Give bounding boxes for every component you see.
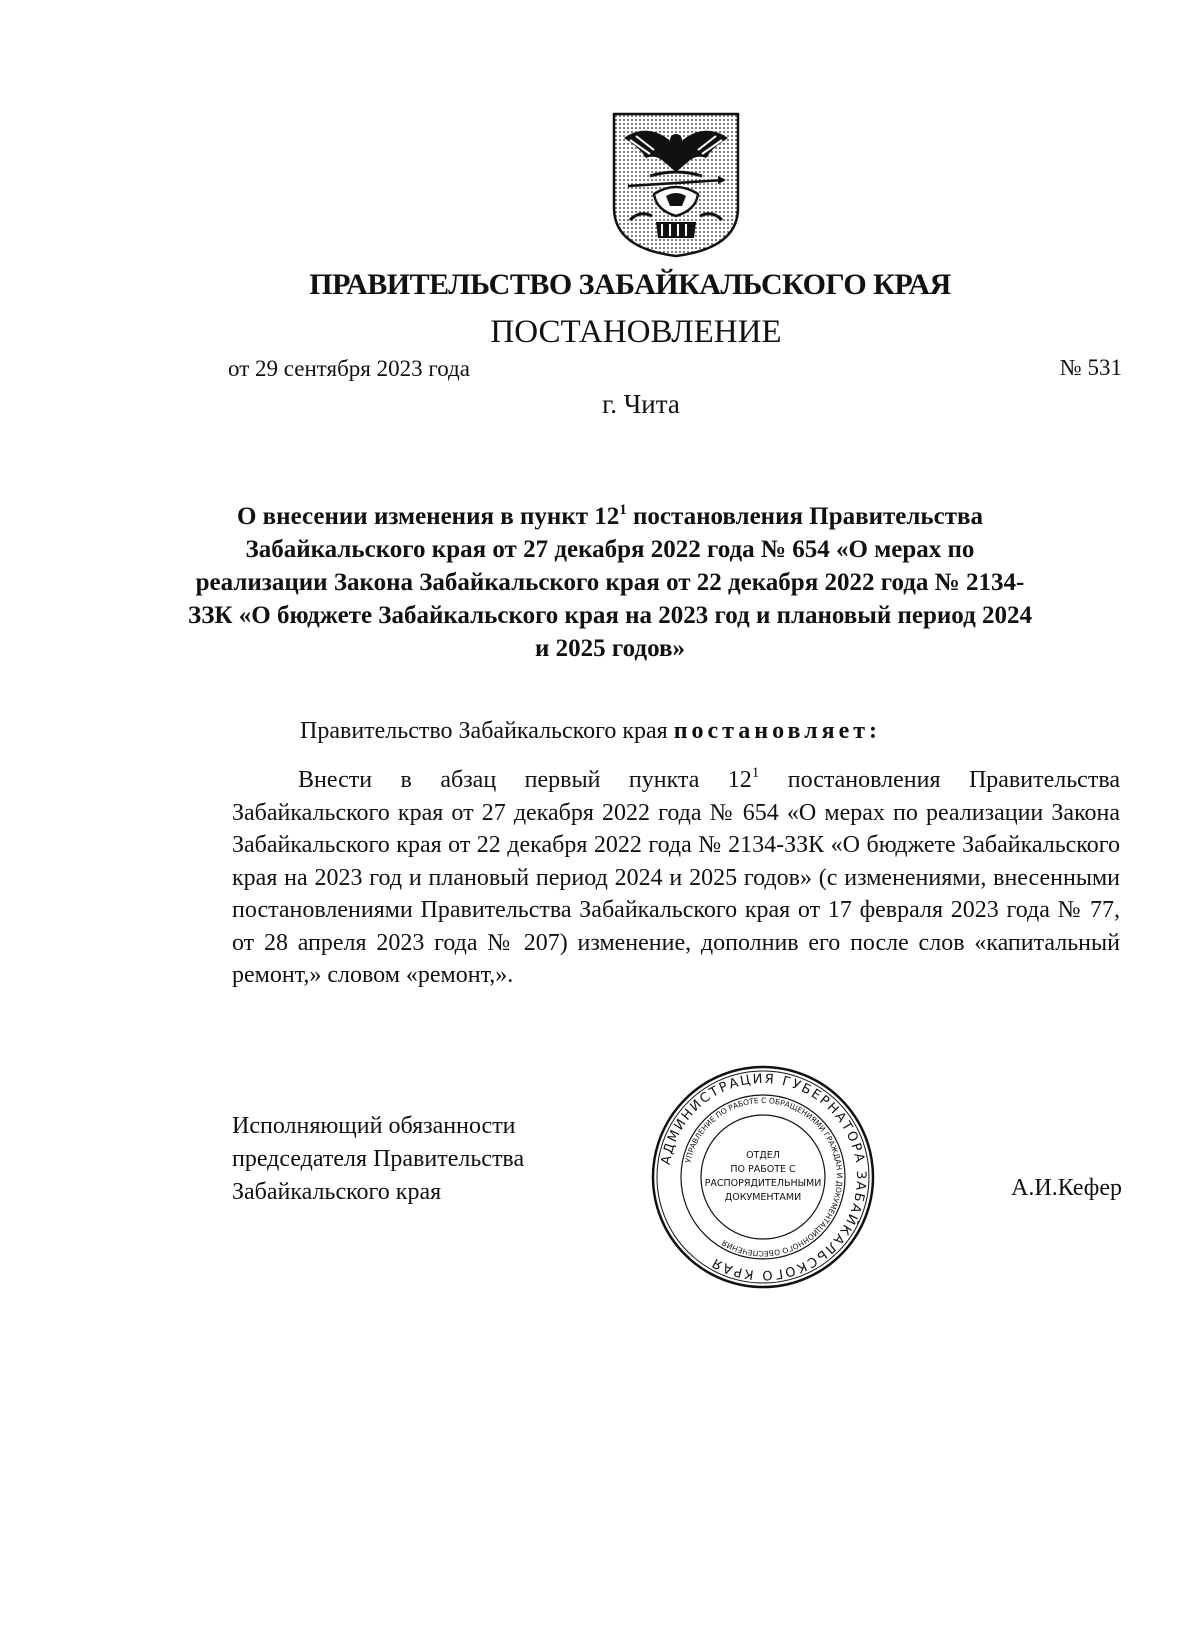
document-subject — [180, 500, 1040, 665]
organization-title: ПРАВИТЕЛЬСТВО ЗАБАЙКАЛЬСКОГО КРАЯ — [309, 268, 951, 301]
stamp-center-line: РАСПОРЯДИТЕЛЬНЫМИ — [704, 1178, 822, 1189]
svg-text:УПРАВЛЕНИЕ ПО РАБОТЕ С ОБРАЩЕН — [683, 1096, 844, 1258]
subject-part1: О внесении изменения в пункт 12 — [236, 503, 620, 530]
stamp-outer-text: АДМИНИСТРАЦИЯ ГУБЕРНАТОРА ЗАБАЙКАЛЬСКОГО КРАЯ — [658, 1071, 869, 1283]
stamp-center-line: ДОКУМЕНТАМИ — [724, 1192, 802, 1203]
body-paragraph — [232, 764, 1120, 992]
official-seal-icon — [648, 1062, 878, 1292]
preamble — [300, 718, 881, 745]
coat-of-arms-icon — [610, 110, 742, 258]
document-type: ПОСТАНОВЛЕНИЕ — [490, 314, 782, 350]
document-date: от 29 сентября 2023 года — [228, 356, 470, 381]
body-part1: Внести в абзац первый пункта 12 — [298, 767, 752, 793]
subject-part2: постановления Правительства Забайкальского края от 27 декабря 2022 года № 654 «О мерах по реализации Закона Забайкальского края от 22 декабря 2022 года № 2134-ЗЗК «О бюджете Забайкальского края на 2023 год и плановый период 2024 и 2025 годов» — [188, 503, 1032, 662]
stamp-center-line: ОТДЕЛ — [746, 1150, 780, 1161]
signer-title-line: Исполняющий обязанности — [232, 1113, 516, 1139]
signer-title — [232, 1110, 524, 1209]
stamp-inner-text: УПРАВЛЕНИЕ ПО РАБОТЕ С ОБРАЩЕНИЯМИ ГРАЖДАН И ДОКУМЕНТАЦИОННОГО ОБЕСПЕЧЕНИЯ — [683, 1095, 845, 1259]
document-number: № 531 — [1059, 355, 1122, 380]
signer-title-line: председателя Правительства — [232, 1146, 525, 1172]
stamp-center-line: ПО РАБОТЕ С — [730, 1164, 796, 1175]
body-part2: постановления Правительства Забайкальского края от 27 декабря 2022 года № 654 «О мерах по реализации Закона Забайкальского края от 22 декабря 2022 года № 2134-ЗЗК «О бюджете Забайкальского края на 2023 год и плановый период 2024 и 2025 годов» (с изменениями, внесенными постановлениями Правительства Забайкальского края от 17 февраля 2023 года № 77, от 28 апреля 2023 года № 207) изменение, дополнив его после слов «капитальный ремонт,» словом «ремонт,». — [232, 767, 1120, 988]
document-city: г. Чита — [602, 389, 680, 419]
preamble-text: Правительство Забайкальского края — [300, 718, 674, 744]
body-superscript: 1 — [751, 765, 760, 781]
preamble-verb: постановляет: — [673, 718, 882, 744]
signer-title-line: Забайкальского края — [232, 1179, 442, 1205]
signer-name: А.И.Кефер — [1011, 1175, 1122, 1201]
subject-superscript: 1 — [619, 502, 627, 518]
